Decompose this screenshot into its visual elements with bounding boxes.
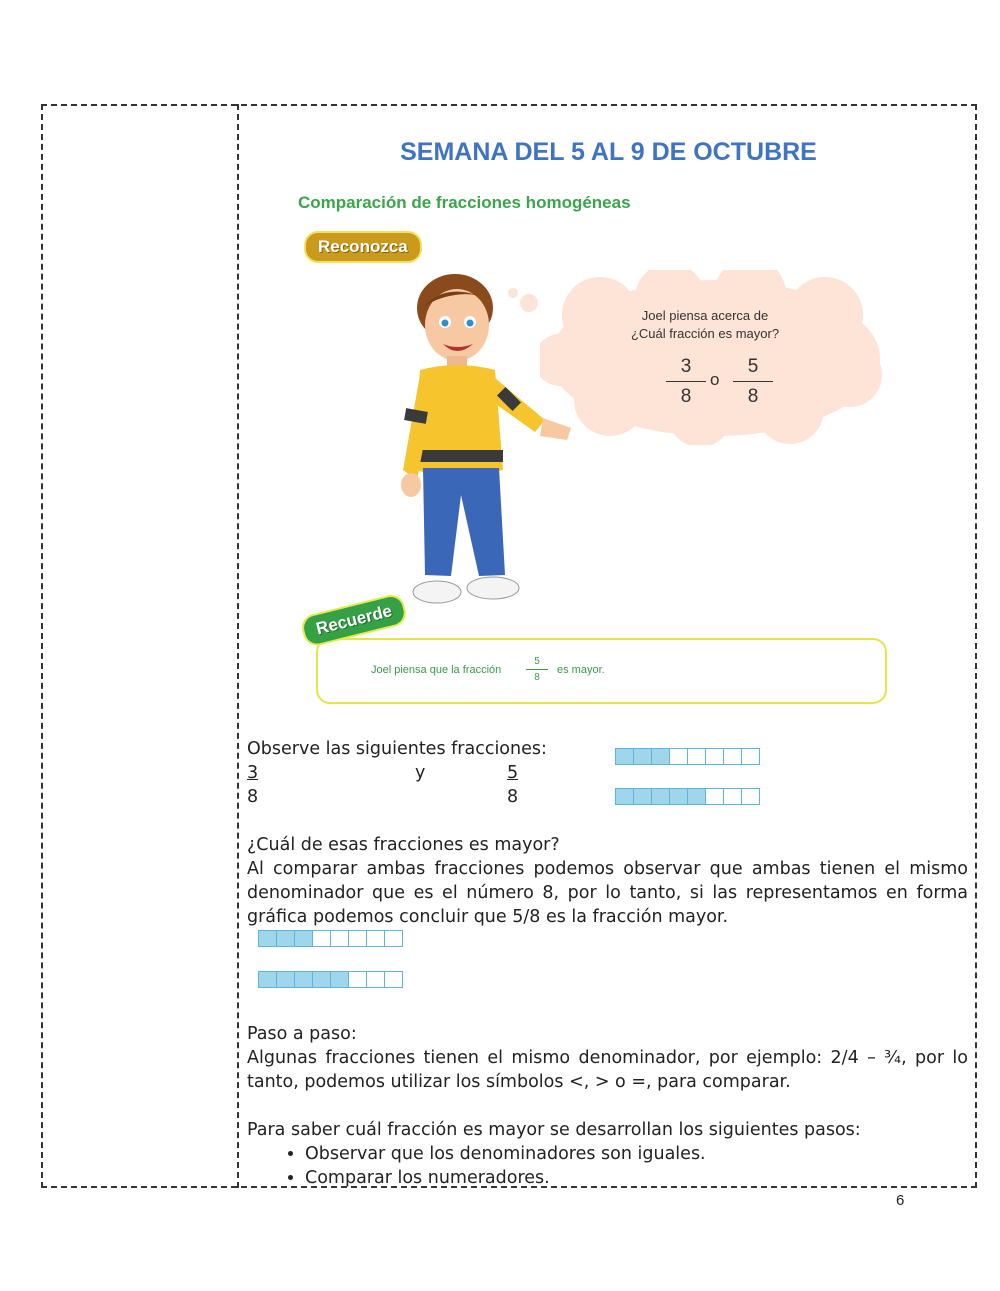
fraction-bar-cell-empty [669,748,688,765]
fraction-bar-cell-filled [651,748,670,765]
steps-list-wrap [247,1142,968,1190]
section-subtitle: Comparación de fracciones homogéneas [298,193,631,212]
fraction-bar-cell-empty [687,748,706,765]
thought-cloud [540,270,885,445]
fraction-bar-cell-filled [276,930,295,947]
fraction-bar-bottom-1 [615,788,759,805]
steps-list [247,1142,968,1190]
fraction-bar-cell-filled [276,971,295,988]
thought-fraction-a [666,356,706,408]
observe-fraction-a-denominator: 8 [247,787,259,807]
fraction-bar-cell-filled [669,788,688,805]
fraction-bar-cell-empty [312,930,331,947]
fraction-bar-top-1 [615,748,759,765]
observe-fraction-b-denominator: 8 [507,787,519,807]
fraction-bar-cell-empty [366,971,385,988]
recuerde-fraction-numerator: 5 [526,656,548,670]
thought-or: o [710,370,720,389]
question-text: ¿Cuál de esas fracciones es mayor? [247,835,560,855]
steps-intro: Para saber cuál fracción es mayor se desarrollan los siguientes pasos: [247,1120,861,1140]
fraction-bar-cell-filled [633,788,652,805]
thought-fraction-b-numerator: 5 [733,356,773,382]
thought-line-2: ¿Cuál fracción es mayor? [630,326,780,341]
fraction-bar-cell-empty [348,930,367,947]
step-item: • Comparar los numeradores. [305,1166,968,1190]
recuerde-text-before: Joel piensa que la fracción [371,664,502,676]
fraction-bar-cell-empty [705,788,724,805]
recuerde-badge: Recuerde [299,592,409,649]
recuerde-text-after: es mayor. [557,664,605,676]
explanation-text: Al comparar ambas fracciones podemos observar que ambas tienen el mismo denominador que es el número 8, por lo tanto, si las representamos en forma gráfica podemos concluir que 5/8 es la fracción mayor. [247,859,968,927]
fraction-bar-cell-filled [615,748,634,765]
fraction-bar-cell-empty [723,788,742,805]
thought-line-1: Joel piensa acerca de [641,308,769,323]
fraction-bar-cell-filled [294,971,313,988]
fraction-bar-cell-filled [258,971,277,988]
fraction-bar-cell-empty [741,748,760,765]
thought-fraction-b [733,356,773,408]
fraction-bar-cell-filled [633,748,652,765]
observe-fraction-b-numerator: 5 [507,763,519,783]
boy-illustration [395,270,580,615]
recuerde-fraction-denominator: 8 [534,672,540,683]
thought-fraction-a-denominator: 8 [680,386,692,407]
fraction-bar-cell-empty [330,930,349,947]
observe-heading: Observe las siguientes fracciones: [247,739,547,759]
fraction-bar-cell-filled [258,930,277,947]
fraction-bar-cell-empty [348,971,367,988]
fraction-bar-cell-filled [651,788,670,805]
fraction-bar-cell-filled [687,788,706,805]
fraction-bar-cell-filled [312,971,331,988]
recuerde-fraction [526,656,548,683]
reconozca-badge: Reconozca [304,231,422,263]
fraction-bar-cell-empty [384,971,403,988]
fraction-bar-cell-empty [723,748,742,765]
fraction-bar-cell-empty [705,748,724,765]
paso-heading: Paso a paso: [247,1024,357,1044]
page-title: SEMANA DEL 5 AL 9 DE OCTUBRE [400,138,817,166]
fraction-bar-cell-filled [330,971,349,988]
step-item: • Observar que los denominadores son iguales. [305,1142,968,1166]
page-number: 6 [896,1192,905,1209]
fraction-bar-cell-filled [294,930,313,947]
thought-fraction-b-denominator: 8 [747,386,759,407]
observe-fraction-a-numerator: 3 [247,763,259,783]
fraction-bar-bottom-2 [258,971,402,988]
fraction-bar-cell-empty [741,788,760,805]
fraction-bar-cell-filled [615,788,634,805]
fraction-bar-top-2 [258,930,402,947]
thought-fraction-a-numerator: 3 [666,356,706,382]
fraction-bar-cell-empty [366,930,385,947]
paso-text: Algunas fracciones tienen el mismo denominador, por ejemplo: 2/4 – ¾, por lo tanto, podemos utilizar los símbolos <, > o =, para comparar. [247,1048,968,1092]
observe-connector: y [415,763,426,783]
column-divider [237,104,239,1188]
fraction-bar-cell-empty [384,930,403,947]
thought-text [600,307,810,343]
